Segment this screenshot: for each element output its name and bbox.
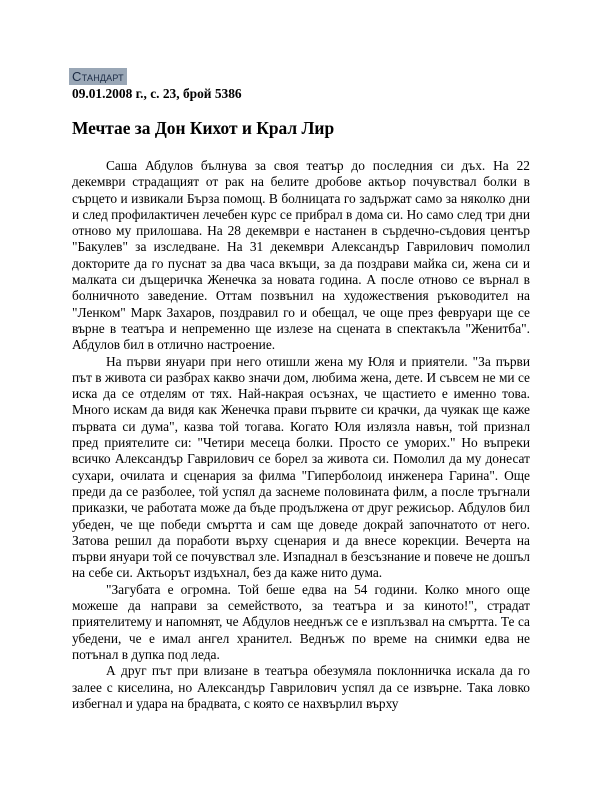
article-paragraph: "Загубата е огромна. Той беше едва на 54 години. Колко много още можеше да направи за семейството, за театъра и за киното!", страдат приятелитему и напомнят, че Абдулов нееднъж се е изплъзвал на смъртта. Те са убедени, че е имал ангел хранител. Веднъж по време на снимки едва не потънал в дупка под леда. <box>72 581 530 662</box>
newspaper-logo: Стандарт <box>69 68 127 85</box>
article-paragraph: Саша Абдулов бълнува за своя театър до последния си дъх. На 22 декември страдащият от рак на белите дробове актьор почувствал болки в сърцето и извикали Бърза помощ. В болницата го задържат само за няколко дни и след профилактичен лечебен курс се прибрал в дома си. Но само след три дни отново му прилошава. На 28 декември е настанен в сърдечно-съдовия център "Бакулев" за изследване. На 31 декември Александър Гаврилович помолил докторите да го пуснат за два часа вкъщи, за да поздрави майка си, жена си и малката си дъщеричка Женечка за новата година. А после отново се върнал в болничното заведение. Оттам позвънил на художествения ръководител на "Ленком" Марк Захаров, поздравил го и обещал, че още през февруари ще се върне в театъра и непременно ще излезе на сцената в спектакъла "Женитба". Абдулов бил в отлично настроение. <box>72 158 530 353</box>
issue-line: 09.01.2008 г., с. 23, брой 5386 <box>72 86 242 101</box>
article-body <box>72 158 530 712</box>
article-title: Мечтае за Дон Кихот и Крал Лир <box>72 118 335 138</box>
article-paragraph: А друг път при влизане в театъра обезумяла поклонничка искала да го залее с киселина, но Александър Гаврилович успял да се извърне. Така ловко избегнал и удара на брадвата, с която се нахвърлил върху <box>72 663 530 711</box>
article-paragraph: На първи януари при него отишли жена му Юля и приятели. "За първи път в живота си разбрах какво значи дом, любима жена, дете. И съвсем не ми се иска да се отделям от тях. Най-накрая осъзнах, че щастието е именно това. Много искам да видя как Женечка прави първите си крачки, да чуякак ще каже първата си дума", казва той тогава. Когато Юля излязла навън, той признал пред приятелите си: "Четири месеца болки. Просто се уморих." Но въпреки всичко Александър Гаврилович се борел за живота си. Помолил да му донесат сухари, очилата и сценария за филма "Гиперболоид инженера Гарина". Още преди да се разболее, той успял да заснеме половината филм, а после тръгнали приказки, че работата може да бъде продължена от друг режисьор. Абдулов бил убеден, че ще победи смъртта и сам ще доведе докрай започнатото от него. Затова решил да поработи върху сценария и да внесе корекции. Вечерта на първи януари той се почувствал зле. Изпаднал в безсъзнание и повече не дошъл на себе си. Актьорът издъхнал, без да каже нито дума. <box>72 353 530 581</box>
